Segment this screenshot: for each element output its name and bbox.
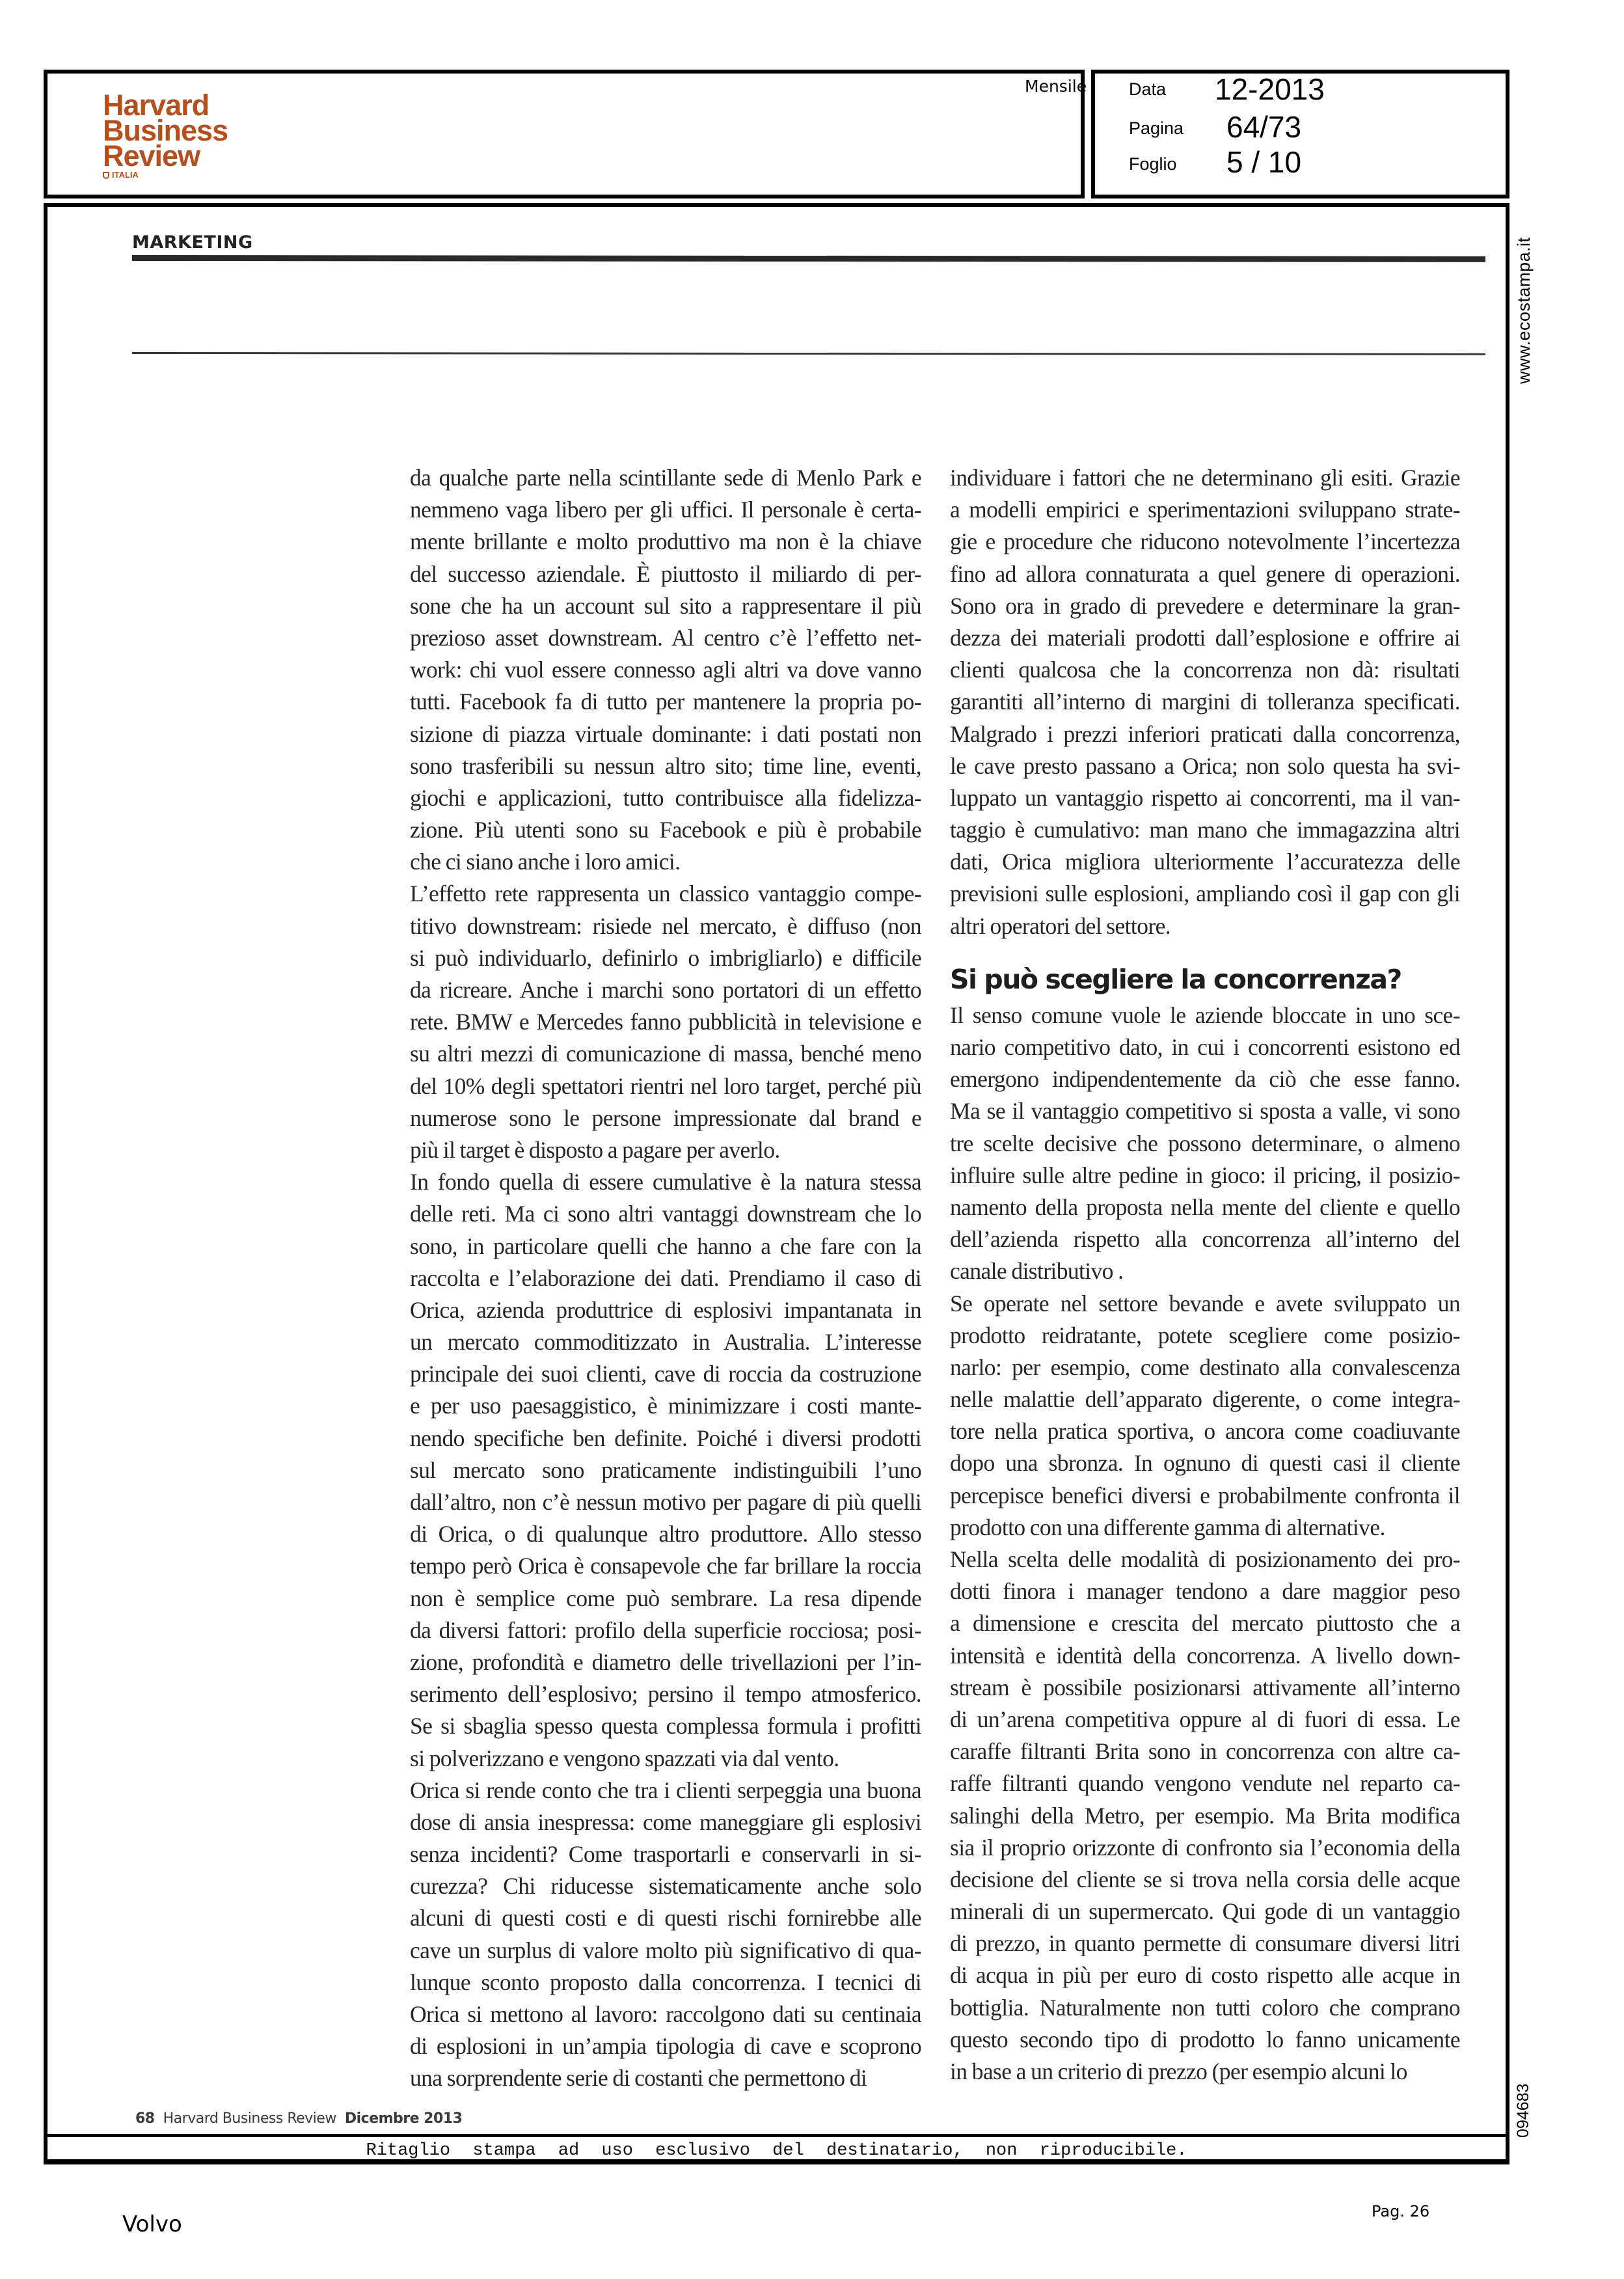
text-line: previsioni sulle esplosioni, ampliando così il gap con gli [950,880,1460,907]
text-line: percepisce benefici diversi e probabilmente confronta il [950,1482,1460,1508]
logo-edition-label: ITALIA [112,170,139,180]
text-line: questo secondo tipo di prodotto lo fanno unicamente [950,2026,1460,2053]
text-line: di esplosioni in un’ampia tipologia di cave e scoprono [410,2033,921,2060]
text-line: narlo: per esempio, come destinato alla convalescenza [950,1354,1460,1380]
text-line: caraffe filtranti Brita sono in concorrenza con altre ca- [950,1738,1460,1765]
text-line: del 10% degli spettatori rientri nel loro target, perché più [410,1072,921,1099]
pagina-value: 64/73 [1226,110,1302,144]
text-line: zione. Più utenti sono su Facebook e più è probabile [410,817,921,843]
text-line: tore nella pratica sportiva, o ancora come coadiuvante [950,1418,1460,1445]
text-line: taggio è cumulativo: man mano che immagazzina altri [950,817,1460,843]
text-line: una sorprendente serie di costanti che permettono di [410,2065,867,2092]
text-line: Se si sbaglia spesso questa complessa formula i profitti [410,1713,921,1740]
text-line: dell’azienda rispetto alla concorrenza all’interno del [950,1226,1460,1253]
text-line: tempo però Orica è consapevole che far brillare la roccia [410,1553,921,1579]
text-line: nario competitivo dato, in cui i concorrenti esistono ed [950,1034,1460,1060]
text-line: a dimensione e crescita del mercato piuttosto che a [950,1610,1460,1637]
foglio-value: 5 / 10 [1226,145,1302,179]
text-line: di acqua in più per euro di costo rispetto alle acque in [950,1962,1460,1989]
text-line: Orica si rende conto che tra i clienti serpeggia una buona [410,1777,921,1803]
data-value: 12-2013 [1215,72,1325,106]
text-line: curezza? Chi riducesse sistematicamente anche solo [410,1873,921,1900]
client-name: Volvo [122,2211,182,2237]
text-line: dall’altro, non c’è nessun motivo per pagare di più quelli [410,1489,921,1515]
text-line: salinghi della Metro, per esempio. Ma Brita modifica [950,1802,1460,1829]
text-line: Sono ora in grado di prevedere e determinare la gran- [950,592,1460,619]
text-line: sizione di piazza virtuale dominante: i dati postati non [410,720,921,747]
article-left-column [410,462,921,2095]
text-line: namento della proposta nella mente del cliente e quello [950,1194,1460,1220]
text-line: si polverizzano e vengono spazzati via dal vento. [410,1745,839,1771]
text-line: Malgrado i prezzi inferiori praticati dalla concorrenza, [950,720,1460,747]
text-line: da qualche parte nella scintillante sede di Menlo Park e [410,465,921,491]
text-line: emergono indipendentemente da ciò che esse fanno. [950,1066,1460,1093]
text-line: sono, in particolare quelli che hanno a che fare con la [410,1233,921,1259]
text-line: da ricreare. Anche i marchi sono portatori di un effetto [410,977,921,1003]
text-line: più il target è disposto a pagare per averlo. [410,1136,780,1163]
section-label: MARKETING [132,232,253,252]
logo-line-3: Review [103,139,200,172]
text-line: di prezzo, in quanto permette di consumare diversi litri [950,1930,1460,1957]
text-line: da diversi fattori: profilo della superficie rocciosa; posi- [410,1617,921,1643]
text-line: fino ad allora connaturata a quel genere di operazioni. [950,560,1460,587]
text-line: sono trasferibili su nessun altro sito; time line, eventi, [410,752,921,779]
text-line: sia il proprio orizzonte di confronto sia l’economia della [950,1834,1460,1861]
harvard-shield-icon [103,172,109,179]
text-line: che ci siano anche i loro amici. [410,849,681,875]
text-line: canale distributivo . [950,1258,1124,1285]
text-line: alcuni di questi costi e di questi rischi fornirebbe alle [410,1905,921,1931]
text-line: Orica, azienda produttrice di esplosivi impantanata in [410,1296,921,1323]
text-line: prodotto reidratante, potete scegliere come posizio- [950,1322,1460,1348]
folio-publication: Harvard Business Review [163,2110,336,2127]
text-line: minerali di un supermercato. Qui gode di un vantaggio [950,1898,1460,1925]
text-line: raccolta e l’elaborazione dei dati. Prendiamo il caso di [410,1264,921,1291]
text-line: di Orica, o di qualunque altro produttore. Allo stesso [410,1521,921,1548]
text-line: lunque sconto proposto dalla concorrenza. I tecnici di [410,1969,921,1995]
text-line: gie e procedure che riducono notevolmente l’incertezza [950,528,1460,555]
right-column-part-2 [950,1000,1460,2088]
folio-page-number: 68 [135,2110,155,2127]
text-line: si può individuarlo, definirlo o imbrigliarlo) e difficile [410,944,921,971]
text-line: intensità e identità della concorrenza. A livello down- [950,1642,1460,1669]
text-line: senza incidenti? Come trasportarli e conservarli in si- [410,1841,921,1868]
text-line: zione, profondità e diametro delle trivellazioni per l’in- [410,1648,921,1675]
text-line: del successo aziendale. È piuttosto il miliardo di per- [410,560,921,587]
hbr-logo [103,89,228,180]
text-line: Il senso comune vuole le aziende bloccate in uno sce- [950,1002,1460,1028]
text-line: numerose sono le persone impressionate dal brand e [410,1104,921,1131]
document-code [1514,2079,1537,2138]
text-line: titivo downstream: risiede nel mercato, è diffuso (non [410,912,921,939]
text-line: raffe filtranti quando vengono vendute nel reparto ca- [950,1770,1460,1797]
text-line: non è semplice come può sembrare. La resa dipende [410,1585,921,1611]
periodicity-label: Mensile [1025,77,1087,96]
folio-issue: Dicembre 2013 [344,2110,463,2127]
text-line: di un’arena competitiva oppure al di fuori di essa. Le [950,1706,1460,1732]
text-line: mente brillante e molto produttivo ma non è la chiave [410,528,921,555]
text-line: In fondo quella di essere cumulative è la natura stessa [410,1169,921,1195]
section-rule [132,255,1485,262]
text-line: cave un surplus di valore molto più significativo di qua- [410,1937,921,1963]
text-line: dati, Orica migliora ulteriormente l’accuratezza delle [950,849,1460,875]
text-line: luppato un vantaggio rispetto ai concorrenti, ma il van- [950,784,1460,811]
text-line: work: chi vuol essere connesso agli altri va dove vanno [410,657,921,683]
document-code-text: 094683 [1514,2083,1532,2138]
text-line: individuare i fattori che ne determinano gli esiti. Grazie [950,465,1460,491]
text-line: influire sulle altre pedine in gioco: il pricing, il posizio- [950,1162,1460,1188]
text-line: Ma se il vantaggio competitivo si sposta a valle, vi sono [950,1098,1460,1125]
data-label: Data [1129,79,1167,99]
text-line: altri operatori del settore. [950,912,1171,939]
text-line: dopo una sbronza. In ognuno di questi casi il cliente [950,1450,1460,1477]
text-line: Nella scelta delle modalità di posizionamento dei pro- [950,1546,1460,1572]
watermark-text: www.ecostampa.it [1514,237,1534,384]
text-line: le cave presto passano a Orica; non solo questa ha svi- [950,752,1460,779]
text-line: bottiglia. Naturalmente non tutti coloro che comprano [950,1994,1460,2021]
text-line: nelle malattie dell’apparato digerente, o come integra- [950,1386,1460,1413]
clipping-notice: Ritaglio stampa ad uso esclusivo del destinatario, non riproducibile. [366,2141,1187,2161]
text-line: clienti qualcosa che la concorrenza non dà: risultati [950,657,1460,683]
text-line: sone che ha un account sul sito a rappresentare il più [410,592,921,619]
text-line: un mercato commoditizzato in Australia. L’interesse [410,1329,921,1356]
text-line: delle reti. Ma ci sono altri vantaggi downstream che lo [410,1201,921,1227]
text-line: L’effetto rete rappresenta un classico vantaggio compe- [410,880,921,907]
clipping-notice-rule [44,2134,1509,2137]
right-column-part-1 [950,462,1460,942]
text-line: nemmeno vaga libero per gli uffici. Il personale è certa- [410,497,921,523]
text-line: serimento dell’esplosivo; persino il tempo atmosferico. [410,1681,921,1708]
text-line: prezioso asset downstream. Al centro c’è l’effetto net- [410,624,921,651]
text-line: dezza dei materiali prodotti dall’esplosione e offrire ai [950,624,1460,651]
text-line: dotti finora i manager tendono a dare maggior peso [950,1578,1460,1605]
article-right-column [950,462,1460,2088]
ecostampa-watermark [1514,221,1537,384]
text-line: Orica si mettono al lavoro: raccolgono dati su centinaia [410,2001,921,2027]
pagina-label: Pagina [1129,118,1184,138]
text-line: tutti. Facebook fa di tutto per mantenere la propria po- [410,689,921,715]
page-folio [135,2110,462,2127]
foglio-label: Foglio [1129,154,1177,174]
text-line: Se operate nel settore bevande e avete sviluppato un [950,1290,1460,1317]
logo-line-1: Harvard [103,89,210,122]
text-line: principale dei suoi clienti, cave di roccia da costruzione [410,1361,921,1387]
text-line: tre scelte decisive che possono determinare, o almeno [950,1130,1460,1156]
text-line: rete. BMW e Mercedes fanno pubblicità in televisione e [410,1009,921,1035]
text-line: dose di ansia inespressa: come maneggiare gli esplosivi [410,1808,921,1835]
text-line: e per uso paesaggistico, è minimizzare i costi mante- [410,1393,921,1419]
subheading: Si può scegliere la concorrenza? [950,963,1401,995]
text-line: decisione del cliente se si trova nella corsia delle acque [950,1866,1460,1892]
text-line: nendo specifiche ben definite. Poiché i diversi prodotti [410,1425,921,1451]
text-line: prodotto con una differente gamma di alternative. [950,1514,1385,1540]
text-line: in base a un criterio di prezzo (per esempio alcuni lo [950,2058,1407,2084]
text-line: stream è possibile posizionarsi attivamente all’interno [950,1674,1460,1700]
text-line: sul mercato sono praticamente indistinguibili l’uno [410,1456,921,1483]
text-line: garantiti all’interno di margini di tolleranza specificati. [950,689,1460,715]
logo-line-2: Business [103,114,228,147]
text-line: giochi e applicazioni, tutto contribuisce alla fidelizza- [410,784,921,811]
text-line: su altri mezzi di comunicazione di massa, benché meno [410,1041,921,1067]
press-review-page: Pag. 26 [1372,2202,1430,2220]
text-line: a modelli empirici e sperimentazioni sviluppano strate- [950,497,1460,523]
